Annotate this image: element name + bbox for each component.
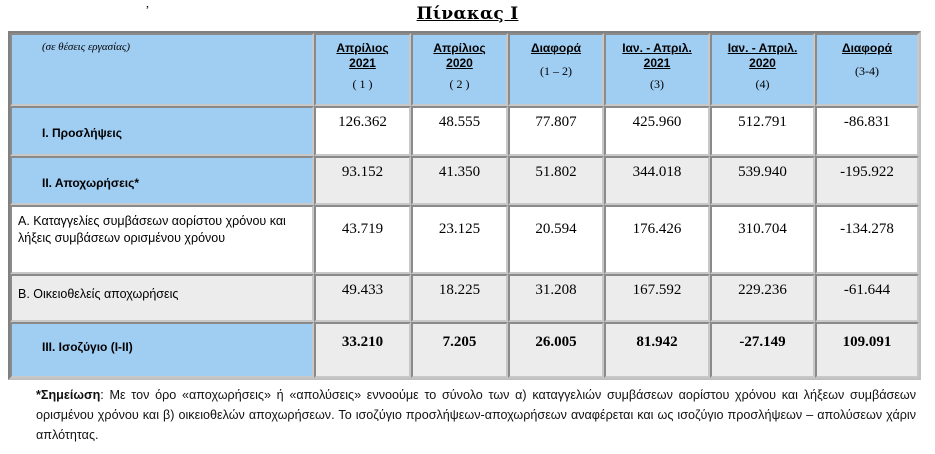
table-cell: 512.791 (738, 113, 787, 130)
footnote-text: : Με τον όρο «αποχωρήσεις» ή «απολύσεις» εννοούμε το σύνολο των α) καταγγελιών συμβάσεων αορίστου χρόνου και λήξεων συμβάσεων ορισμένου χρόνου και β) οικειοθελών αποχωρήσεων. Το ισοζύγιο προσλήψεων-αποχωρήσεων αναφέρεται και ως ισοζύγιο προσλήψεων – απολύσεων χάριν απλότητας. (36, 388, 916, 442)
column-header: Απρίλιος 2020 ( 2 ) (433, 41, 486, 91)
table-cell: -61.644 (843, 281, 891, 298)
column-header: Απρίλιος 2021 ( 1 ) (336, 41, 389, 91)
table-cell: 229.236 (738, 281, 787, 298)
table-cell: 48.555 (438, 113, 481, 130)
table-cell: 425.960 (632, 113, 682, 130)
table-row-balance (10, 322, 919, 378)
table-cell: 344.018 (632, 164, 682, 181)
row-label: ΙΙΙ. Ισοζύγιο (Ι-ΙΙ) (42, 340, 133, 355)
row-label: Α. Καταγγελίες συμβάσεων αορίστου χρόνου και λήξεις συμβάσεων ορισμένου χρόνου (18, 213, 286, 245)
column-header: Διαφορά (3-4) (841, 41, 893, 78)
table-cell: 49.433 (341, 281, 384, 298)
row-label: ΙΙ. Αποχωρήσεις* (42, 176, 140, 191)
table-cell: 81.942 (636, 334, 678, 351)
table-cell: 43.719 (341, 220, 384, 237)
table-cell: 18.225 (438, 281, 481, 298)
table-header-row (10, 33, 919, 106)
stray-mark: , (146, 0, 149, 10)
table-cell: -195.922 (840, 164, 894, 181)
footnote (36, 385, 916, 445)
row-label: Β. Οικειοθελείς αποχωρήσεις (18, 286, 179, 301)
table-cell: -134.278 (840, 220, 894, 237)
table-cell: 126.362 (338, 113, 387, 130)
table-cell: 93.152 (341, 164, 384, 181)
table-cell: 539.940 (738, 164, 787, 181)
table-cell: 31.208 (535, 281, 577, 298)
table-cell: 26.005 (535, 334, 577, 351)
column-header: Ιαν. - Απριλ. 2020 (4) (727, 41, 798, 91)
table-cell: -27.149 (739, 334, 786, 351)
table-row-voluntary (10, 274, 919, 323)
page-title: Πίνακας Ι (416, 4, 519, 24)
table-cell: 109.091 (842, 334, 892, 351)
table-cell: 167.592 (632, 281, 682, 298)
column-header: Ιαν. - Απριλ. 2021 (3) (622, 41, 692, 91)
table-cell: 176.426 (632, 220, 682, 237)
table-cell: 23.125 (438, 220, 481, 237)
row-label: Ι. Προσλήψεις (42, 125, 122, 140)
footnote-label: *Σημείωση (36, 388, 101, 402)
employment-table (8, 31, 921, 380)
table-cell: 77.807 (535, 113, 577, 130)
table-cell: 310.704 (738, 220, 787, 237)
table-cell: -86.831 (843, 113, 891, 130)
table-cell: 20.594 (535, 220, 577, 237)
table-cell: 7.205 (442, 334, 477, 351)
table-row-departures (10, 156, 919, 205)
table-row-hires (10, 106, 919, 157)
header-note: (σε θέσεις εργασίας) (42, 41, 131, 53)
column-header: Διαφορά (1 – 2) (530, 41, 582, 78)
table-cell: 33.210 (341, 334, 384, 351)
table-cell: 51.802 (535, 164, 577, 181)
table-row-terminations (10, 205, 919, 274)
table-cell: 41.350 (438, 164, 481, 181)
